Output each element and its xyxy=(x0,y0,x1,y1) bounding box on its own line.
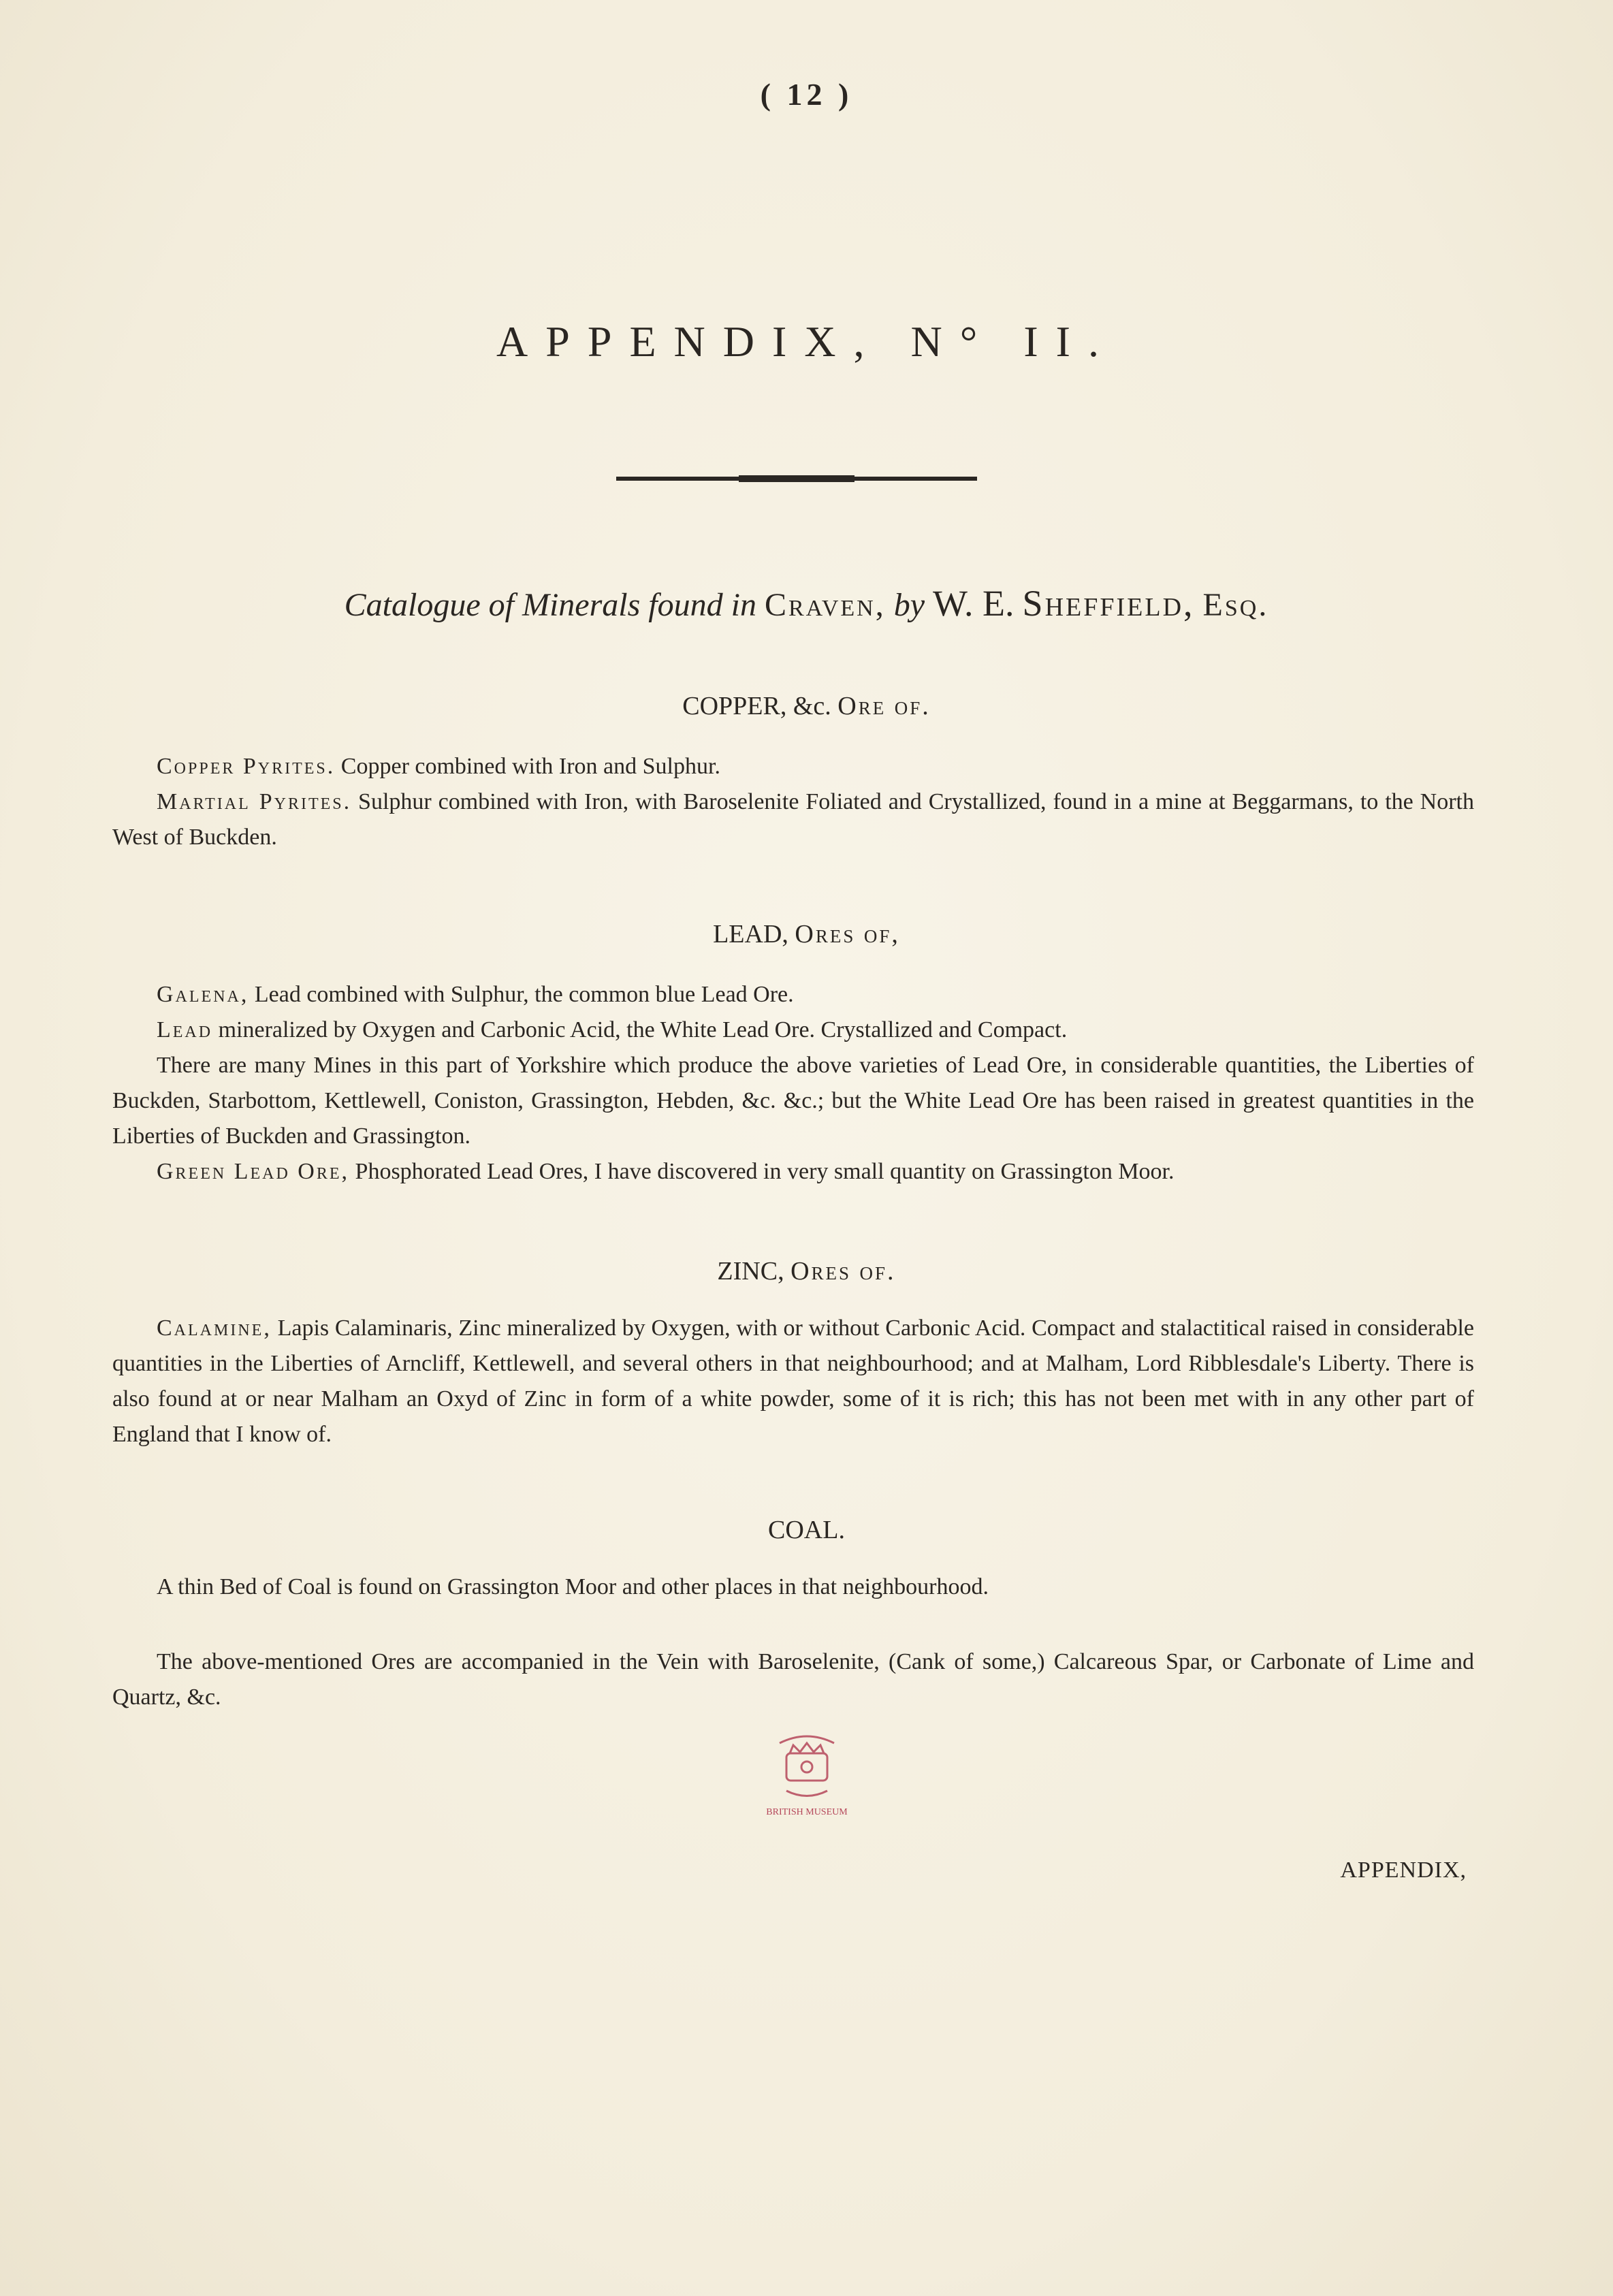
entry-term: Calamine, xyxy=(157,1316,272,1341)
heading-main: LEAD, xyxy=(713,920,788,948)
heading-main: ZINC, xyxy=(717,1257,784,1286)
catalogue-heading xyxy=(0,582,1613,624)
library-stamp xyxy=(756,1706,858,1821)
catalogue-by: by xyxy=(893,587,925,623)
entry-text: Sulphur combined with Iron, with Baroselenite Foliated and Crystallized, found in a mine at Beggarmans, to the North West of Buckden. xyxy=(112,789,1475,850)
entry-term: Martial Pyrites. xyxy=(157,789,352,814)
catchword: APPENDIX, xyxy=(1340,1857,1467,1883)
entry-text: mineralized by Oxygen and Carbonic Acid, the White Lead Ore. Crystallized and Compact. xyxy=(212,1017,1068,1042)
section-zinc xyxy=(112,1311,1474,1452)
entry xyxy=(112,977,1474,1013)
section-coal xyxy=(112,1569,1474,1605)
entry xyxy=(112,1013,1474,1048)
section-heading-lead xyxy=(0,919,1613,949)
section-lead xyxy=(112,977,1474,1190)
entry-text: Copper combined with Iron and Sulphur. xyxy=(335,754,720,779)
library-stamp-text: BRITISH MUSEUM xyxy=(766,1807,848,1817)
heading-sub: Ore of. xyxy=(837,692,931,720)
section-copper xyxy=(112,749,1474,855)
entry xyxy=(112,749,1474,784)
decorative-rule xyxy=(616,477,977,481)
catalogue-author-initials: W. E. xyxy=(933,583,1015,624)
section-heading-coal xyxy=(0,1515,1613,1545)
entry-text: There are many Mines in this part of Yorkshire which produce the above varieties of Lead Ore, in considerable quantities, the Liberties of Buckden, Starbottom, Kettlewell, Coniston, Grassington, Hebden, &c. &c.; but the White Lead Ore has been raised in greatest quantities in the Liberties of Buckden and Grassington. xyxy=(112,1053,1474,1149)
entry-text: Lapis Calaminaris, Zinc mineralized by Oxygen, with or without Carbonic Acid. Compact and stalactitical raised in considerable quantities in the Liberties of Arncliff, Kettlewell, and several others in that neighbourhood; and at Malham, Lord Ribblesdale's Liberty. There is also found at or near Malham an Oxyd of Zinc in form of a white powder, some of it is rich; this has not been met with in any other part of England that I know of. xyxy=(112,1316,1474,1447)
entry xyxy=(112,784,1474,855)
heading-sub: Ores of, xyxy=(795,920,900,948)
entry-term: Galena, xyxy=(157,982,249,1007)
page-number: ( 12 ) xyxy=(760,77,853,112)
entry-term: Copper Pyrites. xyxy=(157,754,336,779)
closing-note-text: The above-mentioned Ores are accompanied in the Vein with Baroselenite, (Cank of some,) Calcareous Spar, or Carbonate of Lime and Quartz, &c. xyxy=(112,1649,1474,1710)
section-heading-copper xyxy=(0,691,1613,721)
section-heading-zinc xyxy=(0,1256,1613,1286)
heading-main: COPPER, &c. xyxy=(682,692,831,720)
page-title: APPENDIX, N° II. xyxy=(496,317,1117,366)
entry-text: Lead combined with Sulphur, the common blue Lead Ore. xyxy=(249,982,794,1007)
entry-term: Lead xyxy=(157,1017,213,1042)
entry xyxy=(112,1048,1474,1154)
entry xyxy=(112,1311,1474,1452)
closing-note xyxy=(112,1644,1474,1715)
heading-sub: Ores of. xyxy=(790,1257,896,1286)
entry-text: A thin Bed of Coal is found on Grassington Moor and other places in that neighbourhood. xyxy=(157,1574,989,1599)
entry xyxy=(112,1154,1474,1190)
catalogue-place: Craven, xyxy=(764,587,886,623)
entry-term: Green Lead Ore, xyxy=(157,1159,350,1184)
catalogue-suffix: Esq. xyxy=(1202,587,1269,623)
catalogue-prefix: Catalogue of Minerals found in xyxy=(344,587,756,623)
entry-text: Phosphorated Lead Ores, I have discovered in very small quantity on Grassington Moor. xyxy=(349,1159,1175,1184)
heading-main: COAL. xyxy=(768,1516,845,1544)
catalogue-author-surname: Sheffield, xyxy=(1022,583,1195,624)
entry xyxy=(112,1569,1474,1605)
